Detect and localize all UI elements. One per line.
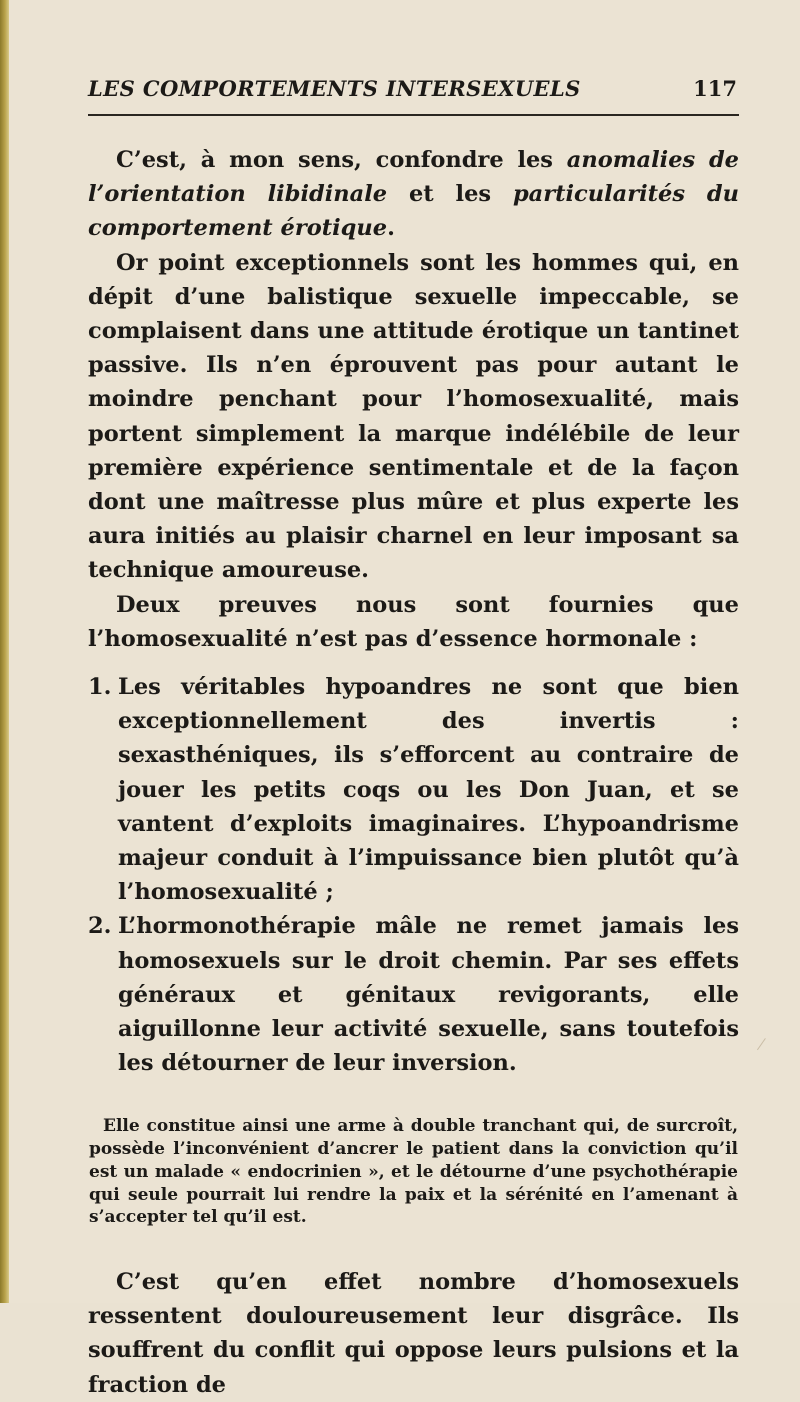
paragraph-3: Deux preuves nous sont fournies que l’homosexualité n’est pas d’essence hormonale : [88,591,739,652]
numbered-list [88,670,739,1080]
final-paragraph: C’est qu’en effet nombre d’homosexuels ressentent douloureusement leur disgrâce. Ils souffrent du conflit qui oppose leurs pulsions et la fraction de [88,1269,739,1398]
running-title: LES COMPORTEMENTS INTERSEXUELS [88,76,581,101]
text-run: C’est, à mon sens, confondre les [116,147,567,173]
page-body [88,143,739,1402]
list-number: 2. [88,913,112,940]
list-item [88,670,739,909]
emphasis: anomalies de l’orientation libidinale [88,147,739,208]
paragraph-1 [88,143,739,246]
page-number: 117 [693,76,737,101]
text-run: et les [387,181,513,208]
list-number: 1. [88,674,112,701]
running-header [88,74,739,116]
emphasis: particularités du comportement érotique [88,181,739,242]
list-text: Les véritables hypoandres ne sont que bien exceptionnellement des invertis : sexasthéniques, ils s’efforcent au contraire de jouer les petits coqs ou les Don Juan, et se vantent d’exploits imaginaires. L’hypoandrisme majeur conduit à l’impuissance bien plutôt qu’à l’homosexualité ; [118,674,739,906]
small-print-note: Elle constitue ainsi une arme à double tranchant qui, de surcroît, possède l’inconvénient d’ancrer le patient dans la conviction qu’il est un malade « endocrinien », et le détourne d’une psychothérapie qui seule pourrait lui rendre la paix et la sérénité en l’amenant à s’accepter tel qu’il est. [89,1116,738,1228]
list-text: L’hormonothérapie mâle ne remet jamais les homosexuels sur le droit chemin. Par ses effets généraux et génitaux revigorants, elle aiguillonne leur activité sexuelle, sans toutefois les détourner de leur inversion. [118,913,739,1077]
text-run: . [387,215,395,242]
paragraph-2: Or point exceptionnels sont les hommes qui, en dépit d’une balistique sexuelle impeccable, se complaisent dans une attitude érotique un tantinet passive. Ils n’en éprouvent pas pour autant le moindre penchant pour l’homosexualité, mais portent simplement la marque indélébile de leur première expérience sentimentale et de la façon dont une maîtresse plus mûre et plus experte les aura initiés au plaisir charnel en leur imposant sa technique amoureuse. [88,249,739,584]
list-item [88,909,739,1080]
book-binding-edge [0,0,9,1303]
